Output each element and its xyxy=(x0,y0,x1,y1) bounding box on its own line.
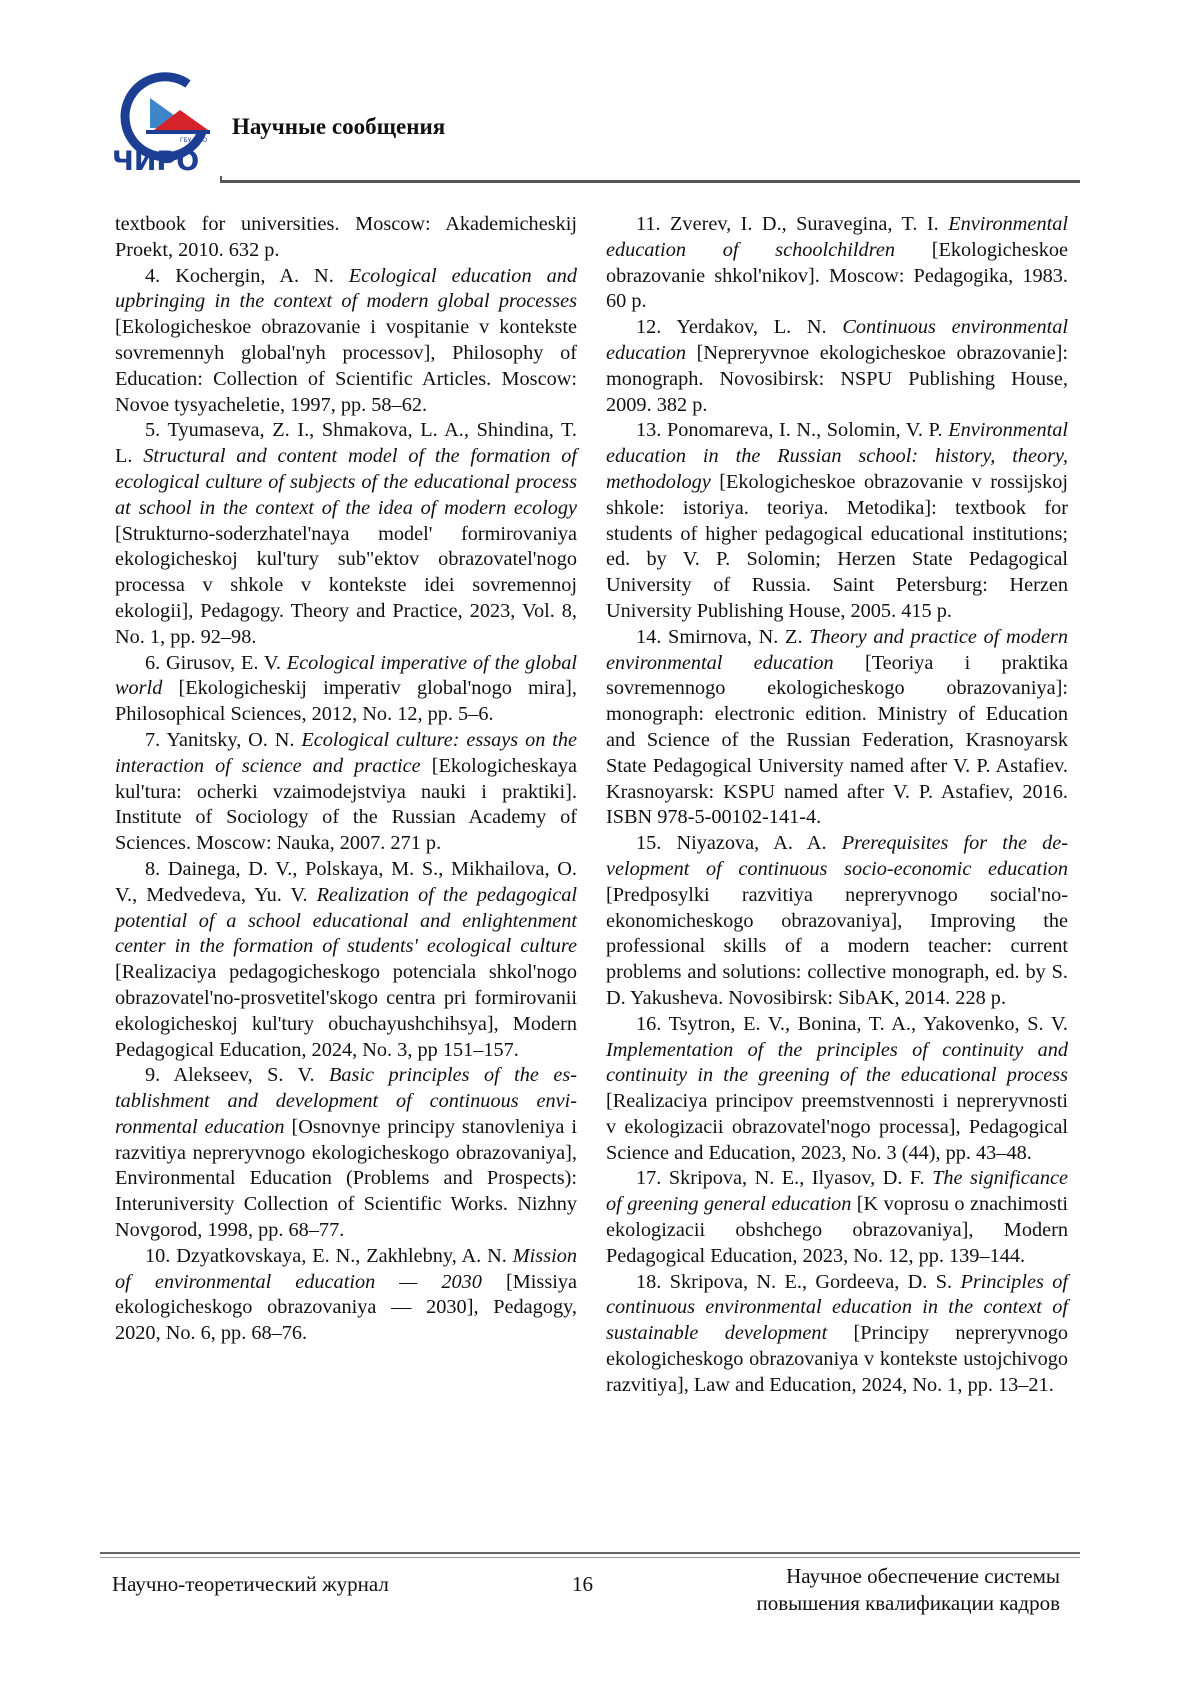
reference-text: 8. Dainega, D. V., Polskaya, M. S., Mikhailova, O. V., Medvedeva, Yu. V. xyxy=(115,857,577,906)
reference-title: Environmental education of schoolchildren xyxy=(606,213,1068,261)
reference-text: [Realizaciya pedagogicheskogo potenciala shkol'nogo obrazovatel'no-prosvetitel'skogo centra pri formirovanii ekologicheskoj kul'tury obuchayushchihsya], Modern Pedagogical Education, 2024, No. 3, pp 151–157. xyxy=(115,961,577,1061)
reference-title: Realization of the pedagogical potential of a school educational and enlightenment center in the formation of students' ecological culture xyxy=(115,883,578,958)
reference-text: [Ekologicheskoe obrazovanie shkol'nikov]. Moscow: Pedagogika, 1983. 60 p. xyxy=(606,238,1068,313)
reference-text: [Ekologicheskaya kul'tura: ocherki vzaimodejstviya nauki i praktiki]. Institute of Sociology of the Russian Academy of Sciences. Moscow: Nauka, 2007. 271 p. xyxy=(115,754,577,855)
reference-text: 14. Smirnova, N. Z. xyxy=(636,625,810,648)
footer-rule-thin xyxy=(100,1557,1080,1558)
reference-title: Continuous environmental education xyxy=(606,316,1068,364)
references-right-column xyxy=(606,212,1068,1399)
reference-text: 11. Zverev, I. D., Suravegina, T. I. xyxy=(636,213,949,235)
reference-text: [Ekologicheskij imperativ global'nogo mira], Philosophical Sciences, 2012, No. 12, pp. 5–6. xyxy=(115,677,577,726)
reference-text: 18. Skripova, N. E., Gordeeva, D. S. xyxy=(636,1270,961,1293)
header-rule xyxy=(220,180,1080,183)
reference-item xyxy=(115,212,577,264)
reference-item xyxy=(115,264,577,419)
reference-text: [Ekologicheskoe obrazovanie i vospitanie v kontekste sovremennyh global'nyh processov], Philosophy of Education: Collection of Scientific Articles. Moscow: Novoe tysyacheletie, 1997, pp. 58–62. xyxy=(115,316,577,416)
reference-text: 9. Alekseev, S. V. xyxy=(145,1064,329,1087)
reference-item xyxy=(115,651,577,728)
reference-item xyxy=(606,1166,1068,1269)
reference-text: [Teoriya i praktika sovremennogo ekologicheskogo obrazovaniya]: monograph: electronic edition. Ministry of Education and Science of the Russian Federation, Krasnoyarsk State Pedagogical University named after V. P. Astafiev. Krasnoyarsk: KSPU named after V. P. Astafiev, 2016. ISBN 978-5-00102-141-4. xyxy=(606,651,1068,829)
journal-title xyxy=(700,1563,1060,1617)
reference-title: Ecological education and upbringing in the context of modern global processes xyxy=(115,264,577,313)
reference-text: [Missiya ekologicheskogo obrazovaniya — 2030], Pedagogy, 2020, No. 6, pp. 68–76. xyxy=(115,1270,577,1345)
reference-text: 12. Yerdakov, L. N. xyxy=(636,316,843,339)
reference-title: Principles of continuous environmental education in the context of sustainable development xyxy=(606,1270,1068,1345)
reference-title: Basic principles of the establishment and development of continuous environmental education xyxy=(115,1064,577,1138)
reference-text: [Nepreryvnoe ekologicheskoe obrazovanie]: monograph. Novosibirsk: NSPU Publishing House, 2009. 382 p. xyxy=(606,341,1068,416)
reference-title: Implementation of the principles of continuity and continuity in the greening of the educational process xyxy=(606,1038,1068,1087)
reference-text: [Osnovnye principy stanovleniya i razvitiya nepreryvnogo ekologicheskogo obrazovaniya], Environmental Education (Problems and Prospects): Interuniversity Collection of Scientific Works. Nizhny Novgorod, 1998, pp. 68–77. xyxy=(115,1115,577,1242)
reference-title: Theory and practice of modern environmental education xyxy=(606,625,1068,674)
reference-item xyxy=(115,418,577,650)
reference-text: 15. Niyazova, A. A. xyxy=(636,832,842,855)
reference-text: 6. Girusov, E. V. xyxy=(145,651,287,674)
reference-item xyxy=(606,315,1068,418)
reference-item xyxy=(606,1270,1068,1399)
reference-text: [K voprosu o znachimosti ekologizacii obshchego obrazovaniya], Modern Pedagogical Education, 2023, No. 12, pp. 139–144. xyxy=(606,1193,1068,1267)
reference-text: 5. Tyumaseva, Z. I., Shmakova, L. A., Shindina, T. L. xyxy=(115,419,577,468)
reference-text: 16. Tsytron, E. V., Bonina, T. A., Yakovenko, S. V. xyxy=(636,1012,1068,1035)
reference-text: [Ekologicheskoe obrazovanie v rossijskoj shkole: istoriya. teoriya. Metodika]: textbook for students of higher pedagogical educational institutions; ed. by V. P. Solomin; Herzen State Pedagogical University of Russia. Saint Petersburg: Herzen University Publishing House, 2005. 415 p. xyxy=(606,470,1068,622)
logo-text: ЧИРО xyxy=(112,146,200,177)
reference-text: textbook for universities. Moscow: Akademicheskij Proekt, 2010. 632 p. xyxy=(115,213,577,261)
chiro-logo-icon xyxy=(110,70,222,178)
journal-title-line-2: повышения квалификации кадров xyxy=(756,1591,1060,1615)
reference-item xyxy=(606,212,1068,315)
reference-title: Ecological imperative of the global world xyxy=(115,651,577,700)
reference-text: 4. Kochergin, A. N. xyxy=(145,264,349,287)
reference-title: Prerequisites for the development of continuous socio-economic education xyxy=(606,832,1069,880)
logo-small-text: ГБУ ДПО xyxy=(180,137,208,144)
journal-type: Научно-теоретический журнал xyxy=(112,1572,389,1596)
reference-text: 13. Ponomareva, I. N., Solomin, V. P. xyxy=(636,419,949,442)
footer-rule xyxy=(100,1552,1080,1554)
reference-text: [Predposylki razvitiya nepreryvnogo social'no-ekonomicheskogo obrazovaniya], Improving the professional skills of a modern teacher: current problems and solutions: collective monograph, ed. by S. D. Yakusheva. Novosibirsk: SibAK, 2014. 228 p. xyxy=(606,883,1068,1009)
reference-item xyxy=(115,857,577,1063)
page-number: 16 xyxy=(572,1572,593,1596)
reference-item xyxy=(115,1244,577,1347)
reference-title: The significance of greening general education xyxy=(606,1167,1069,1216)
reference-text: [Principy nepreryvnogo ekologicheskogo obrazovaniya v kontekste ustojchivogo razvitiya], Law and Education, 2024, No. 1, pp. 13–21. xyxy=(606,1322,1068,1396)
references-left-column xyxy=(115,212,577,1347)
page-header xyxy=(0,0,1200,186)
reference-item xyxy=(606,418,1068,624)
reference-title: Environmental education in the Russian school: history, theory, methodology xyxy=(606,419,1068,493)
reference-text: 7. Yanitsky, O. N. xyxy=(145,728,302,751)
reference-title: Ecological culture: essays on the interaction of science and practice xyxy=(115,728,577,777)
reference-title: Structural and content model of the formation of ecological culture of subjects of the educational process at school in the context of the idea of modern ecology xyxy=(115,445,578,519)
reference-text: 17. Skripova, N. E., Ilyasov, D. F. xyxy=(636,1167,933,1190)
section-title: Научные сообщения xyxy=(232,114,446,139)
reference-text: [Realizaciya principov preemstvennosti i nepreryvnosti v ekologizacii obrazovatel'nogo processa], Pedagogical Science and Education, 2023, No. 3 (44), pp. 43–48. xyxy=(606,1090,1068,1164)
reference-item xyxy=(606,831,1068,1012)
reference-item xyxy=(115,1063,577,1244)
reference-item xyxy=(606,1012,1068,1167)
reference-text: 10. Dzyatkovskaya, E. N., Zakhlebny, A. N. xyxy=(145,1244,513,1267)
reference-item xyxy=(115,728,577,857)
reference-text: [Strukturno-soderzhatel'naya model' formirovaniya ekologicheskoj kul'tury sub"ektov obrazovatel'nogo processa v shkole v kontekste idei sovremennoj ekologii], Pedagogy. Theory and Practice, 2023, Vol. 8, No. 1, pp. 92–98. xyxy=(115,522,577,648)
journal-title-line-1: Научное обеспечение системы xyxy=(786,1564,1060,1588)
reference-item xyxy=(606,625,1068,831)
reference-title: Mission of environmental education — 2030 xyxy=(115,1244,577,1293)
